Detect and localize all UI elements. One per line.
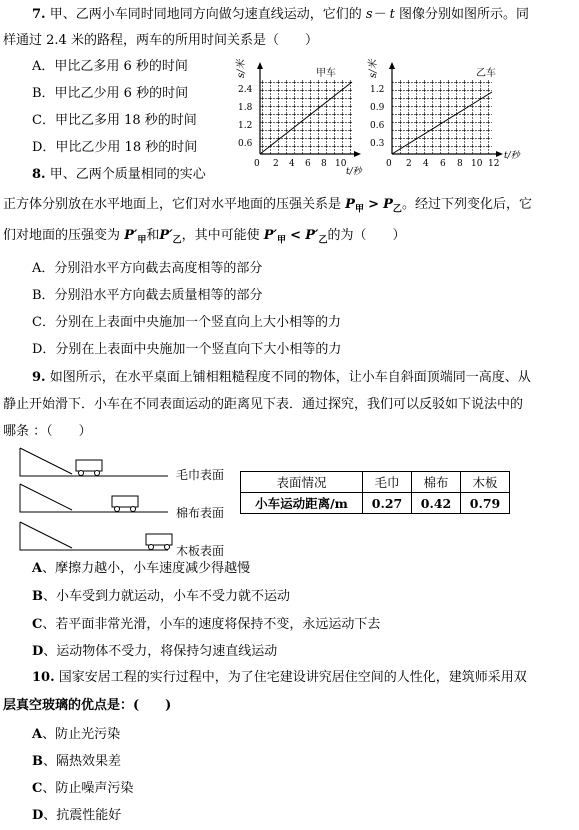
xtick-b-12: 12: [488, 159, 500, 169]
surface-label-wood: 木板表面: [176, 544, 225, 558]
q8-stem: 8. 甲、乙两个质量相同的实心: [32, 167, 206, 182]
q9-option-c[interactable]: C、若平面非常光滑，小车的速度将保持不变，永远运动下去: [32, 617, 381, 632]
car-label-a: 甲车: [316, 68, 336, 79]
graph-yi: [368, 58, 528, 176]
graph-jia: [238, 58, 363, 176]
cart-2: [112, 496, 138, 507]
cart-3: [146, 534, 172, 545]
xtick-b-4: 4: [423, 159, 429, 169]
q8-stem-line3: 们对地面的压强变为 $P'_甲$和$P'_乙$，其中可能使 $P'_甲 < P'_乙$的为（ ）: [3, 228, 406, 246]
ramp-1-slope: [20, 448, 72, 474]
surface-label-cotton: 棉布表面: [176, 506, 225, 520]
ytick-a-24: 2.4: [238, 85, 253, 95]
q8-option-d[interactable]: D．分别在上表面中央施加一个竖直向下大小相等的力: [32, 342, 342, 357]
xtick-b-0: 0: [386, 159, 392, 169]
xlabel-a: t/秒: [346, 167, 362, 177]
ytick-b-06: 0.6: [370, 121, 385, 131]
ytick-a-18: 1.8: [238, 103, 253, 113]
xtick-a-2: 2: [273, 159, 279, 169]
table-header: 表面情况: [241, 472, 363, 493]
cart-1: [76, 460, 102, 471]
xtick-a-10: 10: [335, 159, 347, 169]
q10-option-b[interactable]: B、隔热效果差: [32, 754, 122, 769]
q7-option-d[interactable]: D．甲比乙少用 18 秒的时间: [32, 140, 198, 155]
q9-option-d[interactable]: D、运动物体不受力，将保持匀速直线运动: [32, 644, 278, 659]
q7-option-a[interactable]: A．甲比乙多用 6 秒的时间: [32, 59, 188, 74]
q9-stem: 9. 如图所示，在水平桌面上铺相粗糙程度不同的物体，让小车自斜面顶端同一高度、从: [32, 370, 531, 385]
q8-stem-line2: 正方体分别放在水平地面上，它们对水平地面的压强关系是 $P_甲 > P_乙$。经过下列变化后，它: [3, 197, 532, 215]
q7-option-b[interactable]: B．甲比乙少用 6 秒的时间: [32, 86, 189, 101]
xtick-b-8: 8: [457, 159, 463, 169]
wheel: [95, 471, 100, 476]
ramp-2-slope: [20, 484, 72, 510]
xtick-a-6: 6: [305, 159, 311, 169]
table-header: 木板: [461, 472, 510, 493]
table-row: [241, 493, 510, 514]
surface-label-towel: 毛巾表面: [176, 468, 225, 482]
ramps-figure: [18, 446, 178, 556]
q9-stem-line2: 静止开始滑下．小车在不同表面运动的距离见下表．通过探究，我们可以反驳如下说法中的: [3, 397, 524, 412]
q10-stem: 10. 国家安居工程的实行过程中，为了住宅建设讲究居住空间的人性化，建筑师采用双: [32, 670, 527, 685]
q10-option-d[interactable]: D、抗震性能好: [32, 808, 122, 823]
xtick-b-2: 2: [406, 159, 412, 169]
q8-option-c[interactable]: C．分别在上表面中央施加一个竖直向上大小相等的力: [32, 315, 341, 330]
table-cell: 0.42: [412, 493, 461, 514]
ylabel-b: s/米: [368, 59, 379, 78]
ytick-b-12: 1.2: [370, 85, 385, 95]
wheel: [149, 545, 154, 550]
table-header: 毛巾: [363, 472, 412, 493]
q9-stem-line3: 哪条 ：（ ）: [3, 424, 92, 439]
q10-option-c[interactable]: C、防止噪声污染: [32, 781, 134, 796]
wheel: [165, 545, 170, 550]
x-arrow-b: [496, 151, 503, 157]
q10-stem-line2: 层真空玻璃的优点是：( ): [3, 698, 172, 713]
q9-option-a[interactable]: A、摩擦力越小，小车速度减少得越慢: [32, 561, 251, 576]
car-label-b: 乙车: [476, 68, 496, 79]
xtick-a-8: 8: [321, 159, 327, 169]
xtick-b-10: 10: [471, 159, 483, 169]
table-cell: 0.27: [363, 493, 412, 514]
wheel: [115, 507, 120, 512]
q7-option-c[interactable]: C．甲比乙多用 18 秒的时间: [32, 113, 197, 128]
ramp-3-slope: [20, 522, 72, 548]
ytick-a-12: 1.2: [238, 121, 253, 131]
xlabel-b: t/秒: [504, 151, 520, 161]
wheel: [79, 471, 84, 476]
q8-option-a[interactable]: A．分别沿水平方向截去高度相等的部分: [32, 261, 263, 276]
y-arrow-b: [389, 62, 395, 69]
x-arrow-a: [354, 151, 361, 157]
table-header: 棉布: [412, 472, 461, 493]
table-row-label: 小车运动距离/m: [241, 493, 363, 514]
ytick-a-06: 0.6: [238, 139, 253, 149]
ytick-b-03: 0.3: [370, 139, 385, 149]
xtick-a-0: 0: [254, 159, 260, 169]
distance-table: [240, 471, 510, 514]
ramp-2: [20, 484, 168, 512]
grid-b: [392, 80, 492, 154]
q7-stem-line2: 样通过 2.4 米的路程，两车的所用时间关系是（ ）: [3, 33, 318, 48]
ytick-b-09: 0.9: [370, 103, 385, 113]
q9-option-b[interactable]: B、小车受到力就运动，小车不受力就不运动: [32, 589, 291, 604]
q10-option-a[interactable]: A、防止光污染: [32, 727, 121, 742]
wheel: [131, 507, 136, 512]
q8-option-b[interactable]: B．分别沿水平方向截去质量相等的部分: [32, 288, 263, 303]
y-arrow-a: [257, 62, 263, 69]
ylabel-a: s/米: [236, 59, 247, 78]
xtick-a-4: 4: [289, 159, 295, 169]
q7-stem: 7. 甲、乙两小车同时同地同方向做匀速直线运动，它们的 s－ t 图像分别如图所示。同: [32, 7, 530, 22]
table-header-row: [241, 472, 510, 493]
xtick-b-6: 6: [440, 159, 446, 169]
table-cell: 0.79: [461, 493, 510, 514]
